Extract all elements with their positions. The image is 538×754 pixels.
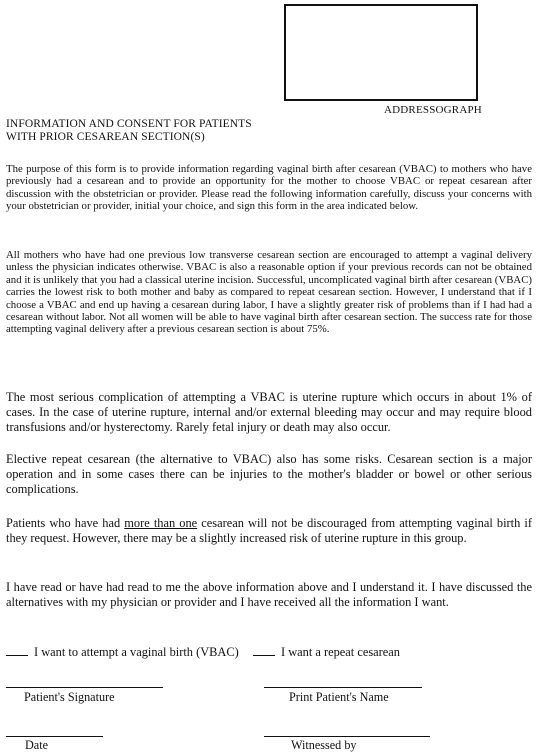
form-title-line-1: INFORMATION AND CONSENT FOR PATIENTS	[6, 118, 252, 130]
vbac-info-text: All mothers who have had one previous low transverse cesarean section are encouraged to attempt a vaginal delivery unless the physician indicates otherwise. VBAC is also a reasonable option if your previous records can not be obtained and it is unlikely that you had a classical uterine incision. Successful, uncomplicated vaginal birth after cesarean (VBAC) carries the lowest risk to both mother and baby as compared to repeat cesarean section. However, I understand that if I choose a VBAC and end up having a cesarean during labor, I have a slightly greater risk of problems than if I had had a cesarean without labor. Not all women will be able to have vaginal birth after cesarean section. The success rate for those attempting vaginal delivery after a previous cesarean section is about 75%.	[6, 249, 532, 336]
choice-row	[6, 643, 400, 660]
repeat-cesarean-paragraph	[6, 452, 532, 498]
purpose-paragraph	[6, 163, 532, 213]
print-name-line[interactable]	[264, 687, 422, 688]
print-name-label: Print Patient's Name	[289, 690, 389, 704]
more-than-one-emphasis: more than one	[124, 516, 198, 530]
patient-signature-line[interactable]	[6, 687, 163, 688]
complication-paragraph	[6, 390, 532, 436]
date-line[interactable]	[6, 736, 103, 737]
purpose-text: The purpose of this form is to provide information regarding vaginal birth after cesarean (VBAC) to mothers who have previously had a cesarean and to provide an opportunity for the mother to choose VBAC or repeat cesarean after discussion with the obstetrician or provider. Please read the following information carefully, discuss your concerns with your obstetrician or provider, initial your choice, and sign this form in the area indicated below.	[6, 163, 532, 213]
date-label: Date	[25, 738, 49, 752]
complication-text: The most serious complication of attempting a VBAC is uterine rupture which occurs in about 1% of cases. In the case of uterine rupture, internal and/or external bleeding may occur and may require blood transfusions and/or hysterectomy. Rarely fetal injury or death may also occur.	[6, 390, 532, 435]
form-title	[6, 118, 252, 144]
vbac-info-paragraph	[6, 249, 532, 336]
acknowledgement-text: I have read or have had read to me the above information above and I understand it. I have discussed the alternatives with my physician or provider and I have received all the information I want.	[6, 580, 532, 610]
multiple-cesarean-paragraph	[6, 516, 532, 546]
multiple-cesarean-text-end: cesarean will not be discouraged from attempting vaginal birth if they request. However, there may be a slightly increased risk of uterine rupture in this group.	[6, 516, 532, 546]
witness-line[interactable]	[264, 736, 430, 737]
form-title-line-2: WITH PRIOR CESAREAN SECTION(S)	[6, 131, 205, 143]
acknowledgement-paragraph	[6, 580, 532, 610]
vbac-choice-label: I want to attempt a vaginal birth (VBAC)	[34, 645, 239, 659]
repeat-choice-label: I want a repeat cesarean	[280, 645, 400, 659]
multiple-cesarean-text	[6, 516, 532, 546]
vbac-initial-blank[interactable]	[6, 643, 28, 656]
patient-signature-label: Patient's Signature	[24, 690, 115, 704]
addressograph-label: ADDRESSOGRAPH	[384, 104, 482, 116]
multiple-cesarean-text-start: Patients who have had	[6, 516, 125, 530]
addressograph-box	[284, 4, 478, 101]
witness-label: Witnessed by	[291, 738, 357, 752]
repeat-cesarean-text: Elective repeat cesarean (the alternative to VBAC) also has some risks. Cesarean section is a major operation and in some cases there can be injuries to the mother's bladder or bowel or other serious complications.	[6, 452, 532, 497]
repeat-initial-blank[interactable]	[253, 643, 275, 656]
